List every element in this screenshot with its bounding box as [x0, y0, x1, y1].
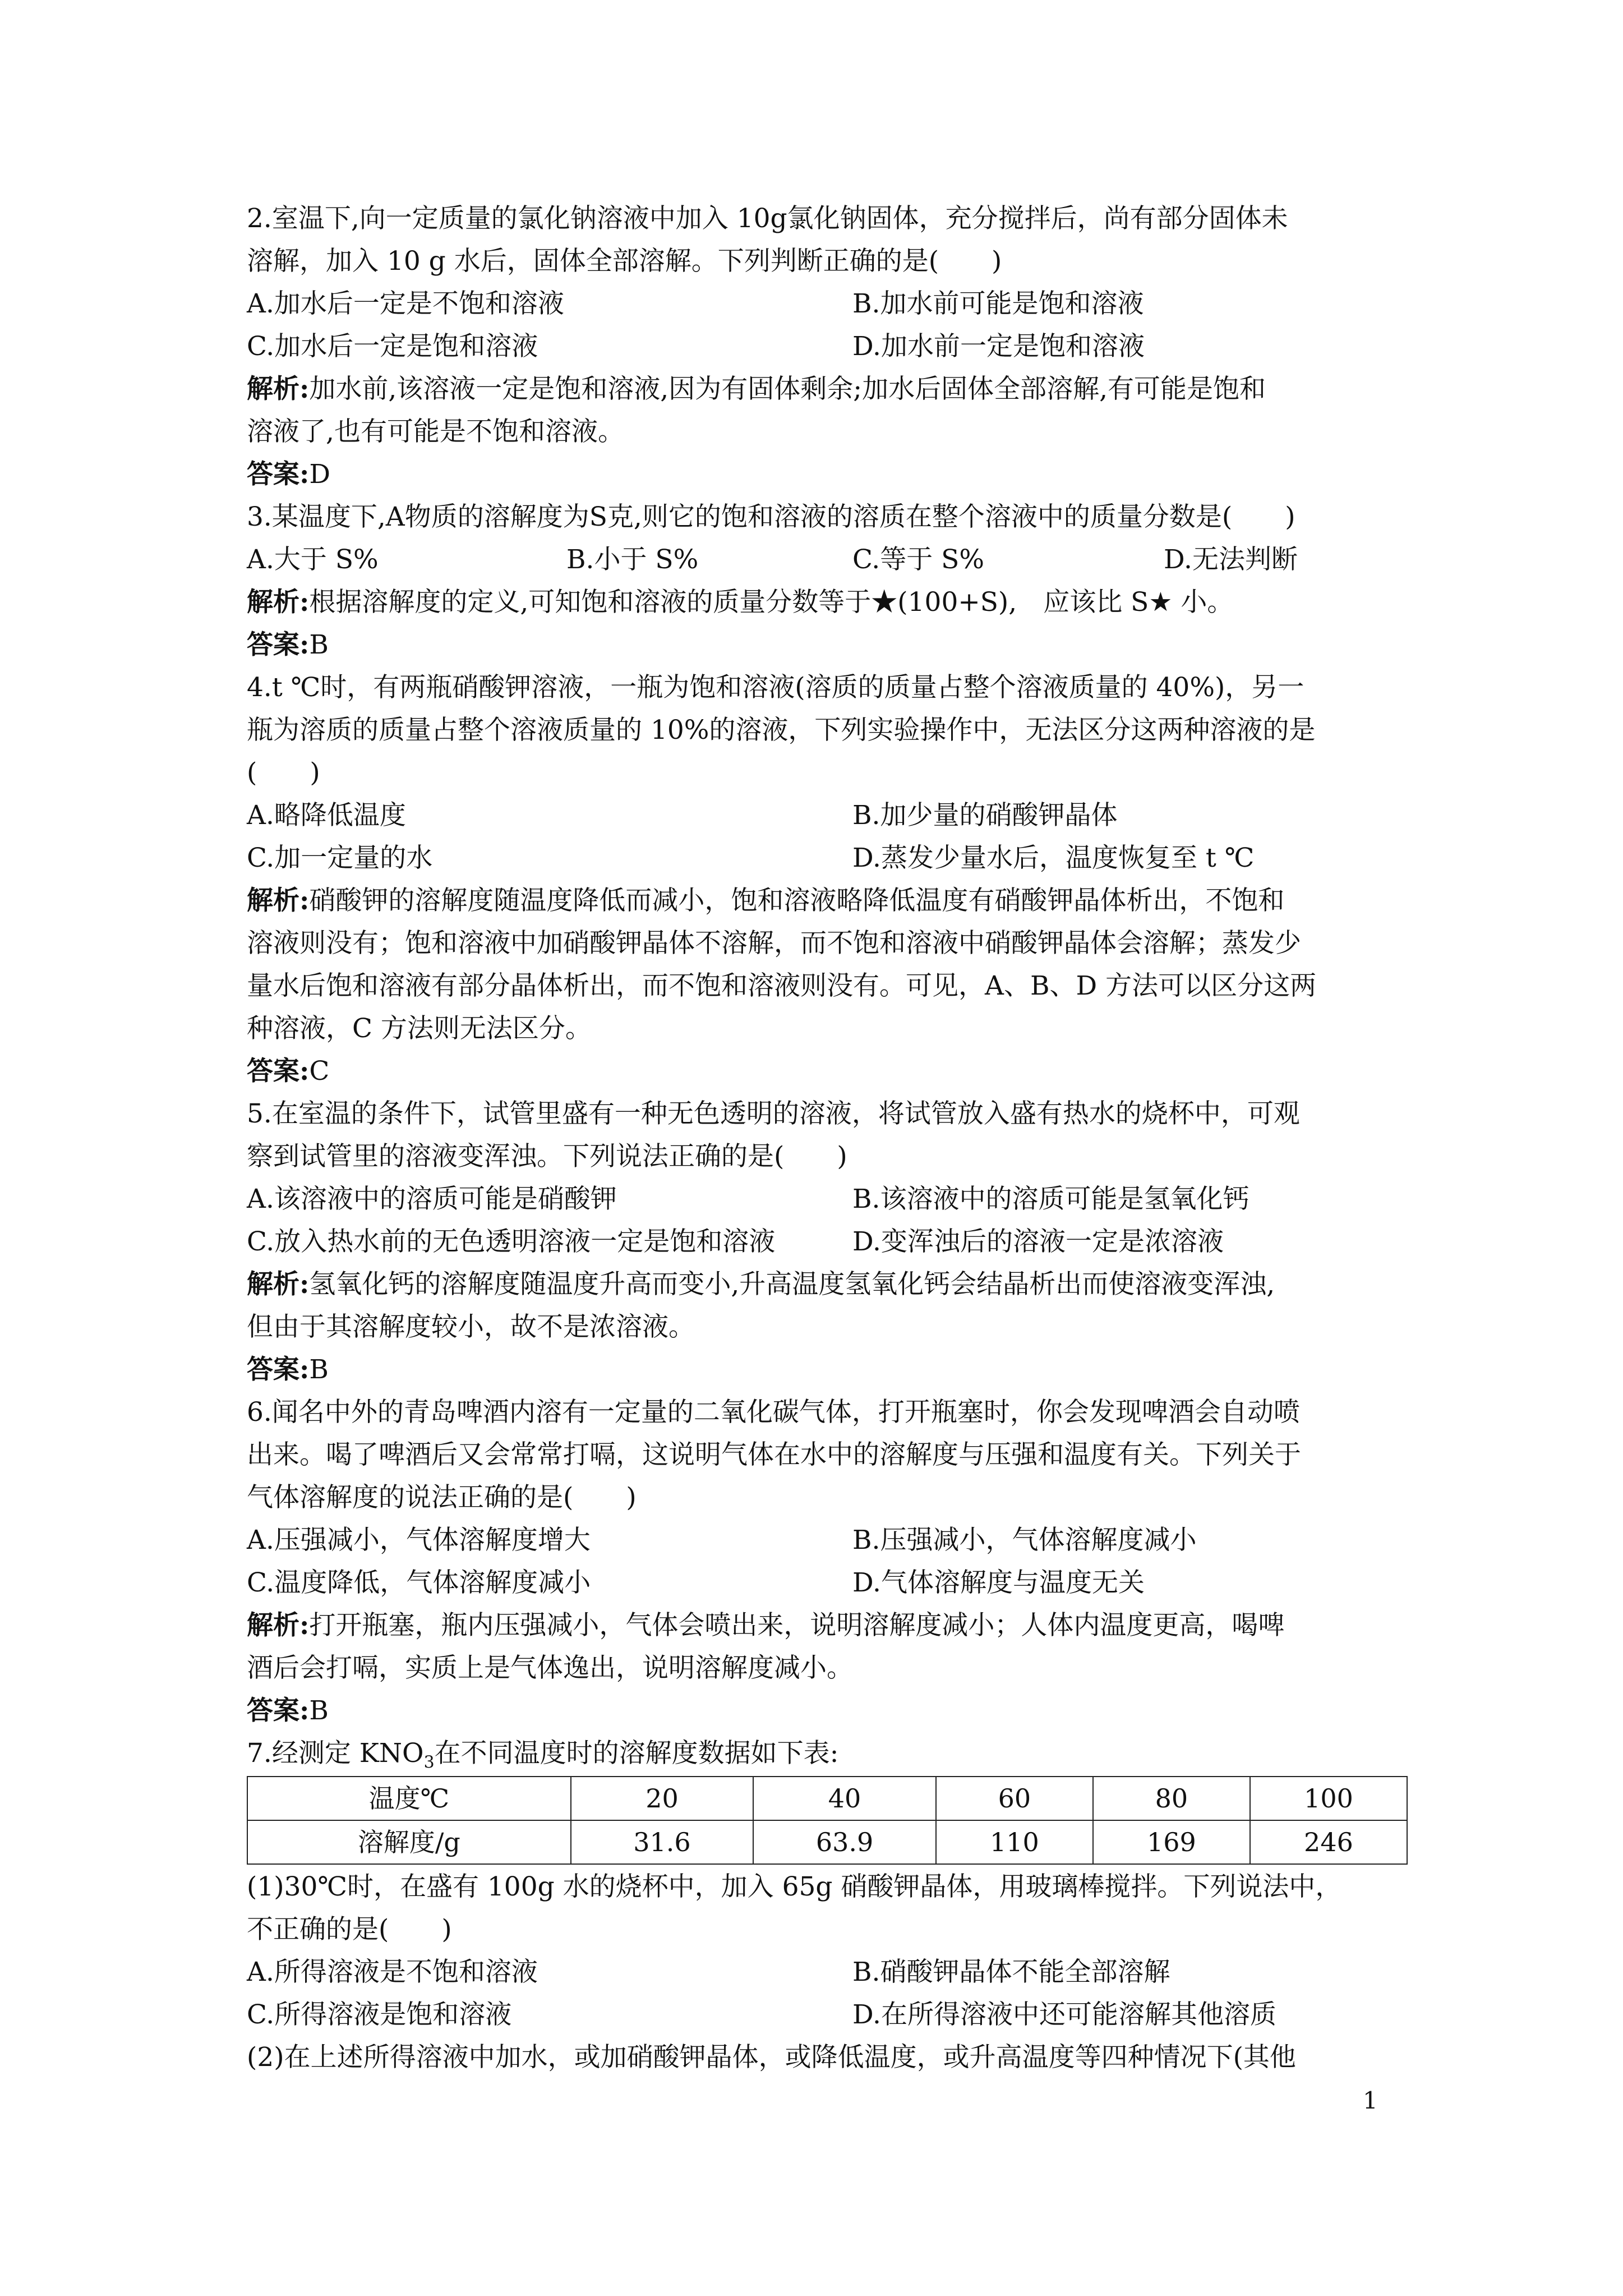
analysis	[247, 581, 1402, 624]
sub-question-1: (1)30℃时，在盛有 100g 水的烧杯中，加入 65g 硝酸钾晶体，用玻璃棒搅拌。下列说法中，	[247, 1871, 1342, 1902]
table-row	[247, 1820, 1407, 1864]
option-d: D.变浑浊后的溶液一定是浓溶液	[852, 1226, 1224, 1257]
answer-label: 答案:	[247, 1056, 310, 1087]
answer-value: D	[309, 459, 331, 490]
question-stem: 6.闻名中外的青岛啤酒内溶有一定量的二氧化碳气体，打开瓶塞时，你会发现啤酒会自动喷	[247, 1397, 1300, 1428]
sub-question-1: 不正确的是( )	[247, 1914, 452, 1945]
answer-value: C	[309, 1056, 330, 1087]
table-cell: 60	[936, 1777, 1093, 1820]
analysis-text: 根据溶解度的定义,可知饱和溶液的质量分数等于★(100+S), 应该比 S★ 小。	[309, 587, 1234, 618]
analysis-text: 氢氧化钙的溶解度随温度升高而变小,升高温度氢氧化钙会结晶析出而使溶液变浑浊,	[309, 1269, 1275, 1300]
analysis-label: 解析:	[247, 1610, 310, 1641]
options	[247, 539, 1402, 581]
question-stem: ( )	[247, 757, 320, 788]
option-b: B.硝酸钾晶体不能全部溶解	[852, 1957, 1170, 1987]
option-a: A.加水后一定是不饱和溶液	[247, 288, 564, 319]
option-b: B.加水前可能是饱和溶液	[852, 288, 1144, 319]
option-b: B.加少量的硝酸钾晶体	[852, 800, 1118, 831]
page-number: 1	[1363, 2087, 1378, 2114]
option-c: C.等于 S%	[852, 544, 985, 575]
table-cell: 40	[753, 1777, 936, 1820]
option-b: B.压强减小，气体溶解度减小	[852, 1525, 1197, 1556]
answer-value: B	[309, 629, 329, 660]
options	[247, 794, 1402, 880]
analysis-text: 打开瓶塞，瓶内压强减小，气体会喷出来，说明溶解度减小；人体内温度更高，喝啤	[309, 1610, 1285, 1641]
table-cell: 169	[1093, 1820, 1250, 1864]
document-body	[247, 197, 1402, 2079]
question-stem: 5.在室温的条件下，试管里盛有一种无色透明的溶液，将试管放入盛有热水的烧杯中，可观	[247, 1098, 1300, 1129]
answer	[247, 1349, 1402, 1391]
table-cell: 80	[1093, 1777, 1250, 1820]
analysis-label: 解析:	[247, 374, 310, 404]
answer-value: B	[309, 1354, 329, 1385]
question-stem: 出来。喝了啤酒后又会常常打嗝，这说明气体在水中的溶解度与压强和温度有关。下列关于	[247, 1439, 1301, 1470]
analysis	[247, 1604, 1402, 1647]
analysis-text: 溶液则没有；饱和溶液中加硝酸钾晶体不溶解，而不饱和溶液中硝酸钾晶体会溶解；蒸发少	[247, 928, 1301, 959]
question-stem: 2.室温下,向一定质量的氯化钠溶液中加入 10g氯化钠固体，充分搅拌后，尚有部分固体未	[247, 203, 1288, 234]
question-stem: 4.t ℃时，有两瓶硝酸钾溶液，一瓶为饱和溶液(溶质的质量占整个溶液质量的 40%)，另一	[247, 672, 1304, 703]
answer-label: 答案:	[247, 1695, 310, 1726]
subscript: 3	[423, 1752, 435, 1773]
analysis-text: 种溶液，C 方法则无法区分。	[247, 1013, 592, 1044]
question-4	[247, 666, 1402, 1093]
option-d: D.加水前一定是饱和溶液	[852, 331, 1145, 362]
answer	[247, 624, 1402, 666]
stem-text: 在不同温度时的溶解度数据如下表:	[434, 1738, 839, 1769]
option-c: C.温度降低，气体溶解度减小	[247, 1567, 591, 1598]
sub-question-2: (2)在上述所得溶液中加水，或加硝酸钾晶体，或降低温度，或升高温度等四种情况下(其他	[247, 2042, 1296, 2073]
option-a: A.该溶液中的溶质可能是硝酸钾	[247, 1184, 617, 1214]
option-a: A.大于 S%	[247, 544, 379, 575]
table-cell: 110	[936, 1820, 1093, 1864]
option-b: B.该溶液中的溶质可能是氢氧化钙	[852, 1184, 1249, 1214]
table-cell: 20	[571, 1777, 754, 1820]
question-6	[247, 1391, 1402, 1732]
option-c: C.所得溶液是饱和溶液	[247, 1999, 512, 2030]
option-c: C.放入热水前的无色透明溶液一定是饱和溶液	[247, 1226, 776, 1257]
options	[247, 1178, 1402, 1263]
question-2	[247, 197, 1402, 496]
options	[247, 1519, 1402, 1604]
table-header-cell: 温度℃	[247, 1777, 571, 1820]
stem-text: 7.经测定 KNO	[247, 1738, 424, 1769]
answer-label: 答案:	[247, 629, 310, 660]
question-stem: 溶解，加入 10 g 水后，固体全部溶解。下列判断正确的是( )	[247, 246, 1002, 277]
question-7	[247, 1732, 1402, 2079]
options	[247, 283, 1402, 368]
analysis	[247, 1263, 1402, 1306]
table-row	[247, 1777, 1407, 1820]
solubility-table	[247, 1776, 1408, 1865]
analysis-label: 解析:	[247, 1269, 310, 1300]
analysis-label: 解析:	[247, 885, 310, 916]
option-a: A.所得溶液是不饱和溶液	[247, 1957, 538, 1987]
answer-label: 答案:	[247, 459, 310, 490]
option-d: D.气体溶解度与温度无关	[852, 1567, 1145, 1598]
option-d: D.蒸发少量水后，温度恢复至 t ℃	[852, 843, 1255, 873]
analysis	[247, 368, 1402, 411]
table-cell: 63.9	[753, 1820, 936, 1864]
analysis-text: 加水前,该溶液一定是饱和溶液,因为有固体剩余;加水后固体全部溶解,有可能是饱和	[309, 374, 1266, 404]
answer-label: 答案:	[247, 1354, 310, 1385]
question-stem	[247, 1732, 1402, 1775]
analysis-label: 解析:	[247, 587, 310, 618]
analysis-text: 酒后会打嗝，实质上是气体逸出，说明溶解度减小。	[247, 1653, 853, 1683]
table-cell: 31.6	[571, 1820, 754, 1864]
analysis	[247, 880, 1402, 922]
question-stem: 瓶为溶质的质量占整个溶液质量的 10%的溶液，下列实验操作中，无法区分这两种溶液的是	[247, 715, 1316, 746]
option-d: D.在所得溶液中还可能溶解其他溶质	[852, 1999, 1276, 2030]
question-stem: 气体溶解度的说法正确的是( )	[247, 1482, 637, 1513]
answer-value: B	[309, 1695, 329, 1726]
question-stem: 3.某温度下,A物质的溶解度为S克,则它的饱和溶液的溶质在整个溶液中的质量分数是( )	[247, 501, 1295, 532]
analysis-text: 但由于其溶解度较小，故不是浓溶液。	[247, 1312, 695, 1342]
answer	[247, 1050, 1402, 1093]
answer	[247, 453, 1402, 496]
option-d: D.无法判断	[1164, 544, 1298, 575]
table-header-cell: 溶解度/g	[247, 1820, 571, 1864]
option-b: B.小于 S%	[566, 544, 699, 575]
option-c: C.加水后一定是饱和溶液	[247, 331, 538, 362]
answer	[247, 1690, 1402, 1732]
question-3	[247, 496, 1402, 666]
analysis-text: 硝酸钾的溶解度随温度降低而减小，饱和溶液略降低温度有硝酸钾晶体析出，不饱和	[309, 885, 1285, 916]
question-stem: 察到试管里的溶液变浑浊。下列说法正确的是( )	[247, 1141, 847, 1172]
option-a: A.压强减小，气体溶解度增大	[247, 1525, 591, 1556]
analysis-text: 溶液了,也有可能是不饱和溶液。	[247, 416, 624, 447]
analysis-text: 量水后饱和溶液有部分晶体析出，而不饱和溶液则没有。可见，A、B、D 方法可以区分这两	[247, 970, 1317, 1001]
table-cell: 246	[1250, 1820, 1407, 1864]
table-cell: 100	[1250, 1777, 1407, 1820]
option-a: A.略降低温度	[247, 800, 406, 831]
option-c: C.加一定量的水	[247, 843, 433, 873]
options	[247, 1951, 1402, 2036]
question-5	[247, 1093, 1402, 1391]
